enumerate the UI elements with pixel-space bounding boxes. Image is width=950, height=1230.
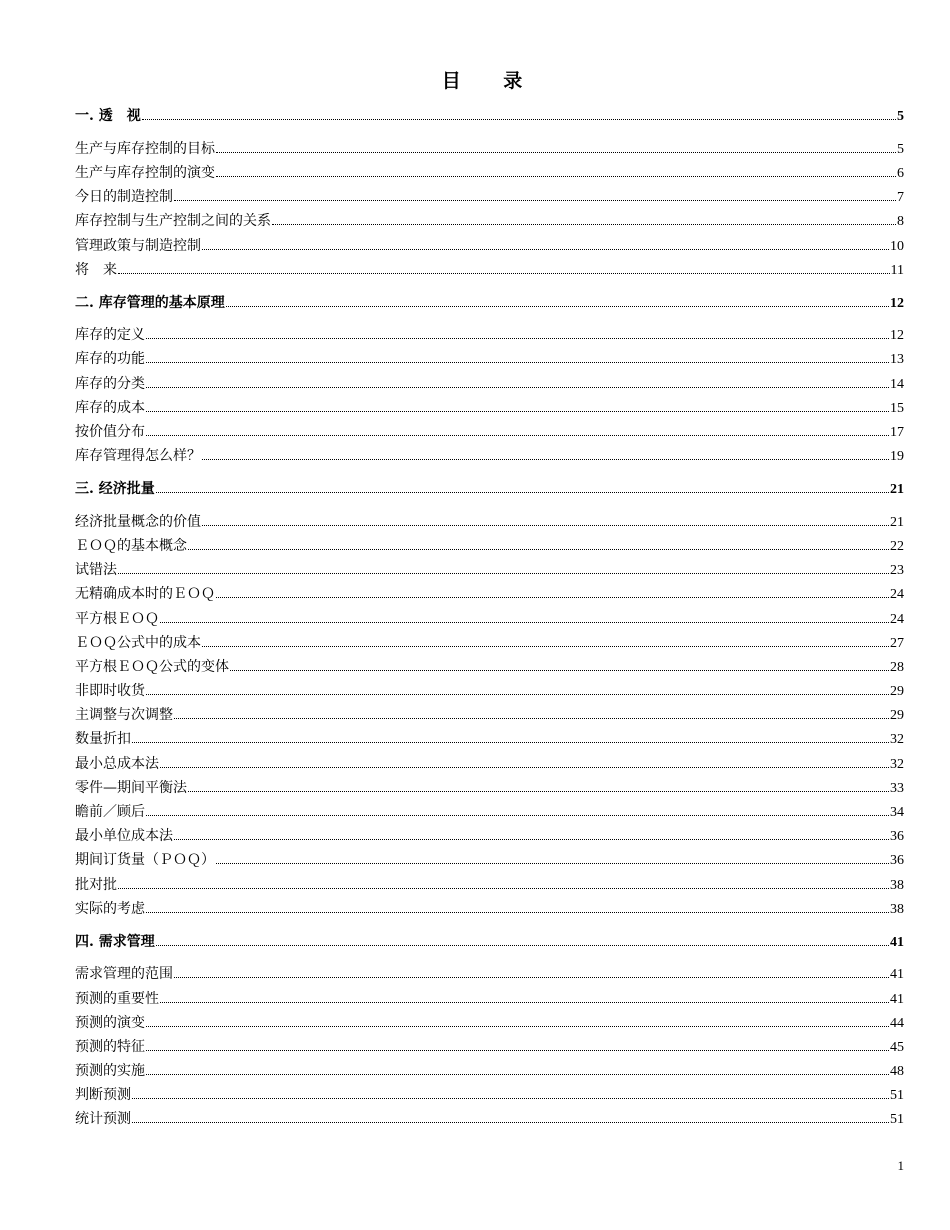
- section-page-number: 48: [890, 1064, 904, 1080]
- toc-section-entry[interactable]: [75, 510, 904, 534]
- dot-leader: [146, 410, 889, 412]
- toc-section-entry[interactable]: [75, 137, 904, 161]
- section-page-number: 19: [890, 449, 904, 465]
- toc-section-entry[interactable]: [75, 987, 904, 1011]
- toc-section-entry[interactable]: [75, 185, 904, 209]
- toc-title: 目 录: [441, 70, 541, 92]
- toc-section-entry[interactable]: [75, 534, 904, 558]
- dot-leader: [146, 814, 889, 816]
- dot-leader: [146, 1025, 889, 1027]
- dot-leader: [146, 434, 889, 436]
- toc-chapter-entry[interactable]: [75, 291, 904, 315]
- section-title: 预测的特征: [75, 1038, 145, 1055]
- section-title: 管理政策与制造控制: [75, 237, 201, 254]
- dot-leader: [146, 693, 889, 695]
- section-page-number: 45: [890, 1039, 904, 1055]
- dot-leader: [160, 621, 889, 623]
- toc-chapter-entry[interactable]: [75, 930, 904, 954]
- toc-section-entry[interactable]: [75, 727, 904, 751]
- toc-chapter-entry[interactable]: [75, 104, 904, 128]
- section-page-number: 41: [890, 967, 904, 983]
- toc-section-entry[interactable]: [75, 607, 904, 631]
- section-title: 期间订货量（ＰＯＱ）: [75, 852, 215, 869]
- section-title: ＥＯＱ的基本概念: [75, 537, 187, 554]
- section-page-number: 36: [890, 829, 904, 845]
- dot-leader: [202, 248, 889, 250]
- toc-section-entry[interactable]: [75, 703, 904, 727]
- section-page-number: 17: [890, 425, 904, 441]
- section-page-number: 13: [890, 352, 904, 368]
- section-title: 最小单位成本法: [75, 828, 173, 845]
- section-title: 零件—期间平衡法: [75, 779, 187, 796]
- toc-section-entry[interactable]: [75, 1059, 904, 1083]
- toc-section-entry[interactable]: [75, 655, 904, 679]
- section-title: 库存的功能: [75, 351, 145, 368]
- section-page-number: 32: [890, 756, 904, 772]
- toc-section-entry[interactable]: [75, 558, 904, 582]
- dot-leader: [216, 175, 896, 177]
- section-title: 预测的实施: [75, 1063, 145, 1080]
- section-title: 按价值分布: [75, 424, 145, 441]
- section-page-number: 38: [890, 901, 904, 917]
- toc-section-entry[interactable]: [75, 234, 904, 258]
- section-page-number: 33: [890, 780, 904, 796]
- toc-section-entry[interactable]: [75, 962, 904, 986]
- section-page-number: 41: [890, 991, 904, 1007]
- dot-leader: [174, 976, 889, 978]
- chapter-title: 三. 经济批量: [75, 481, 155, 497]
- dot-leader: [156, 944, 889, 946]
- section-page-number: 29: [890, 684, 904, 700]
- section-title: 非即时收货: [75, 683, 145, 700]
- dot-leader: [146, 911, 889, 913]
- section-title: 库存控制与生产控制之间的关系: [75, 213, 271, 230]
- section-page-number: 10: [890, 238, 904, 254]
- dot-leader: [142, 118, 896, 120]
- dot-leader: [146, 1073, 889, 1075]
- section-title: 批对批: [75, 876, 117, 893]
- dot-leader: [230, 669, 889, 671]
- chapter-page-number: 21: [890, 482, 904, 497]
- section-page-number: 36: [890, 853, 904, 869]
- toc-section-entry[interactable]: [75, 444, 904, 468]
- dot-leader: [132, 1097, 889, 1099]
- section-title: 判断预测: [75, 1087, 131, 1104]
- section-title: 生产与库存控制的演变: [75, 164, 215, 181]
- dot-leader: [174, 199, 896, 201]
- section-page-number: 12: [890, 328, 904, 344]
- dot-leader: [160, 1001, 889, 1003]
- dot-leader: [216, 862, 889, 864]
- section-title: 平方根ＥＯＱ公式的变体: [75, 658, 229, 675]
- dot-leader: [146, 361, 889, 363]
- section-page-number: 29: [890, 708, 904, 724]
- section-title: 库存的成本: [75, 399, 145, 416]
- section-page-number: 28: [890, 659, 904, 675]
- section-page-number: 44: [890, 1015, 904, 1031]
- section-title: 生产与库存控制的目标: [75, 140, 215, 157]
- toc-section-entry[interactable]: [75, 1011, 904, 1035]
- toc-section-entry[interactable]: [75, 1083, 904, 1107]
- dot-leader: [216, 151, 896, 153]
- dot-leader: [272, 223, 896, 225]
- toc-section-entry[interactable]: [75, 372, 904, 396]
- dot-leader: [146, 386, 889, 388]
- section-page-number: 27: [890, 635, 904, 651]
- chapter-page-number: 12: [890, 295, 904, 311]
- section-page-number: 11: [890, 262, 904, 278]
- section-title: 需求管理的范围: [75, 966, 173, 983]
- dot-leader: [156, 491, 889, 493]
- toc-section-entry[interactable]: [75, 848, 904, 872]
- section-title: 最小总成本法: [75, 755, 159, 772]
- toc-section-entry[interactable]: [75, 631, 904, 655]
- section-title: ＥＯＱ公式中的成本: [75, 634, 201, 651]
- section-title: 将 来: [75, 261, 117, 278]
- dot-leader: [174, 838, 889, 840]
- dot-leader: [188, 548, 889, 550]
- section-title: 预测的重要性: [75, 990, 159, 1007]
- section-title: 数量折扣: [75, 731, 131, 748]
- section-title: 试错法: [75, 562, 117, 579]
- section-title: 平方根ＥＯＱ: [75, 610, 159, 627]
- section-page-number: 22: [890, 538, 904, 554]
- toc-section-entry[interactable]: [75, 776, 904, 800]
- toc-section-entry[interactable]: [75, 582, 904, 606]
- dot-leader: [202, 524, 889, 526]
- toc-section-entry[interactable]: [75, 1035, 904, 1059]
- section-page-number: 51: [890, 1112, 904, 1128]
- section-page-number: 6: [897, 165, 904, 181]
- toc-chapter-entry[interactable]: [75, 477, 904, 501]
- dot-leader: [202, 458, 889, 460]
- section-title: 无精确成本时的ＥＯＱ: [75, 586, 215, 603]
- chapter-title: 二. 库存管理的基本原理: [75, 294, 225, 311]
- table-of-contents: [75, 104, 904, 1132]
- chapter-title: 四. 需求管理: [75, 933, 155, 950]
- section-title: 实际的考虑: [75, 900, 145, 917]
- dot-leader: [160, 766, 889, 768]
- dot-leader: [118, 887, 889, 889]
- dot-leader: [226, 305, 889, 307]
- toc-section-entry[interactable]: [75, 396, 904, 420]
- dot-leader: [216, 596, 889, 598]
- toc-section-entry[interactable]: [75, 897, 904, 921]
- section-page-number: 32: [890, 732, 904, 748]
- dot-leader: [188, 790, 889, 792]
- toc-section-entry[interactable]: [75, 323, 904, 347]
- toc-section-entry[interactable]: [75, 161, 904, 185]
- section-title: 瞻前／顾后: [75, 804, 145, 821]
- section-title: 统计预测: [75, 1111, 131, 1128]
- section-page-number: 23: [890, 563, 904, 579]
- toc-section-entry[interactable]: [75, 752, 904, 776]
- toc-section-entry[interactable]: [75, 209, 904, 233]
- section-title: 库存的分类: [75, 375, 145, 392]
- section-title: 经济批量概念的价值: [75, 513, 201, 530]
- section-page-number: 51: [890, 1088, 904, 1104]
- section-page-number: 15: [890, 400, 904, 416]
- dot-leader: [146, 1049, 889, 1051]
- section-title: 今日的制造控制: [75, 189, 173, 206]
- dot-leader: [202, 645, 889, 647]
- dot-leader: [174, 717, 889, 719]
- chapter-page-number: 5: [897, 109, 904, 124]
- toc-section-entry[interactable]: [75, 824, 904, 848]
- toc-section-entry[interactable]: [75, 258, 904, 282]
- dot-leader: [132, 1121, 889, 1123]
- section-title: 预测的演变: [75, 1014, 145, 1031]
- section-page-number: 14: [890, 376, 904, 392]
- section-page-number: 21: [890, 514, 904, 530]
- section-page-number: 24: [890, 611, 904, 627]
- section-title: 主调整与次调整: [75, 707, 173, 724]
- chapter-title: 一. 透 视: [75, 108, 141, 124]
- section-page-number: 34: [890, 805, 904, 821]
- section-page-number: 8: [897, 214, 904, 230]
- toc-section-entry[interactable]: [75, 347, 904, 371]
- section-title: 库存管理得怎么样？: [75, 448, 201, 465]
- page-number: 1: [897, 1158, 904, 1173]
- toc-section-entry[interactable]: [75, 679, 904, 703]
- dot-leader: [118, 572, 889, 574]
- toc-section-entry[interactable]: [75, 873, 904, 897]
- section-page-number: 24: [890, 587, 904, 603]
- toc-section-entry[interactable]: [75, 800, 904, 824]
- section-page-number: 7: [897, 190, 904, 206]
- dot-leader: [118, 272, 890, 274]
- toc-section-entry[interactable]: [75, 420, 904, 444]
- toc-section-entry[interactable]: [75, 1107, 904, 1131]
- section-page-number: 5: [897, 141, 904, 157]
- dot-leader: [146, 337, 889, 339]
- chapter-page-number: 41: [890, 934, 904, 950]
- section-title: 库存的定义: [75, 327, 145, 344]
- section-page-number: 38: [890, 877, 904, 893]
- dot-leader: [132, 741, 889, 743]
